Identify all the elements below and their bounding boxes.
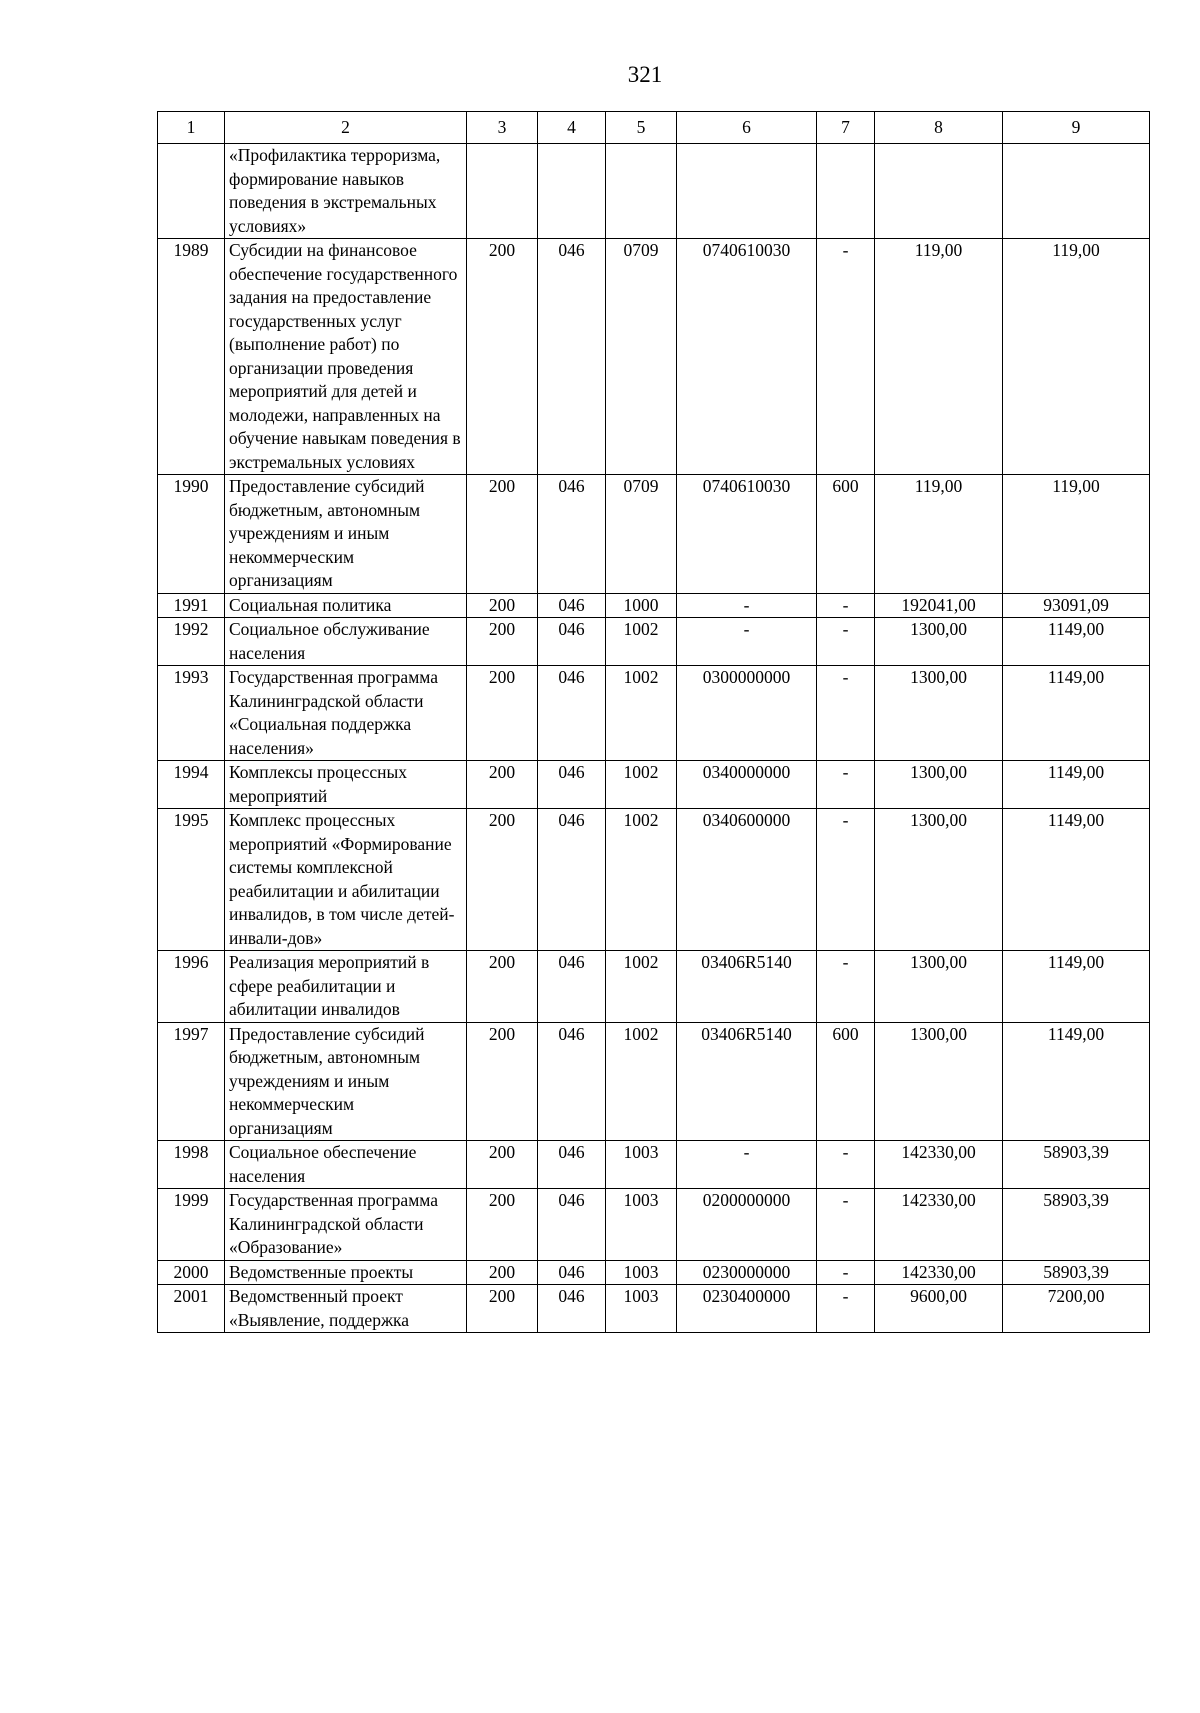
code-cell: - [677,593,817,618]
code-cell: 046 [538,1141,606,1189]
code-cell: 200 [467,475,538,594]
code-cell: 200 [467,1189,538,1261]
code-cell: 200 [467,1260,538,1285]
code-cell: - [817,239,875,475]
code-cell: 200 [467,239,538,475]
code-cell: 1003 [606,1189,677,1261]
column-header: 6 [677,112,817,144]
table-row [158,618,1150,666]
code-cell: - [817,1285,875,1333]
table-body [158,144,1150,1333]
table-row [158,1141,1150,1189]
amount-cell: 58903,39 [1003,1189,1150,1261]
code-cell [606,144,677,239]
amount-cell: 93091,09 [1003,593,1150,618]
amount-cell: 1149,00 [1003,618,1150,666]
table-row [158,1260,1150,1285]
column-header: 8 [875,112,1003,144]
row-number-cell [158,144,225,239]
code-cell: - [817,1189,875,1261]
row-number-cell: 1993 [158,666,225,761]
code-cell: 1002 [606,761,677,809]
code-cell: 0740610030 [677,239,817,475]
row-name-cell: Социальное обеспечение населения [225,1141,467,1189]
row-name-cell: Государственная программа Калининградской области «Образование» [225,1189,467,1261]
table-row [158,1022,1150,1141]
amount-cell: 142330,00 [875,1141,1003,1189]
amount-cell: 1300,00 [875,761,1003,809]
code-cell: 046 [538,1022,606,1141]
row-number-cell: 1999 [158,1189,225,1261]
amount-cell: 142330,00 [875,1189,1003,1261]
code-cell: - [817,1260,875,1285]
code-cell: 1003 [606,1141,677,1189]
row-name-cell: Ведомственный проект «Выявление, поддержка [225,1285,467,1333]
code-cell [467,144,538,239]
table-row [158,761,1150,809]
amount-cell: 7200,00 [1003,1285,1150,1333]
row-number-cell: 1989 [158,239,225,475]
amount-cell: 58903,39 [1003,1141,1150,1189]
row-name-cell: Предоставление субсидий бюджетным, автономным учреждениям и иным некоммерческим организациям [225,475,467,594]
code-cell: - [817,593,875,618]
code-cell: 0200000000 [677,1189,817,1261]
code-cell: 046 [538,593,606,618]
amount-cell: 1300,00 [875,809,1003,951]
code-cell: 200 [467,618,538,666]
table-row [158,809,1150,951]
page-number: 321 [627,62,663,87]
code-cell: 046 [538,475,606,594]
code-cell: - [817,951,875,1023]
row-number-cell: 1995 [158,809,225,951]
code-cell: 200 [467,951,538,1023]
code-cell: 200 [467,809,538,951]
code-cell: - [677,618,817,666]
column-header: 2 [225,112,467,144]
amount-cell: 119,00 [875,475,1003,594]
code-cell: 046 [538,1285,606,1333]
code-cell: 0340600000 [677,809,817,951]
amount-cell: 1300,00 [875,1022,1003,1141]
code-cell: 1002 [606,1022,677,1141]
table-row [158,475,1150,594]
amount-cell: 119,00 [1003,475,1150,594]
code-cell [817,144,875,239]
code-cell: 0740610030 [677,475,817,594]
code-cell: 1003 [606,1285,677,1333]
amount-cell: 1300,00 [875,951,1003,1023]
table-row [158,593,1150,618]
amount-cell: 1149,00 [1003,666,1150,761]
code-cell: 200 [467,1141,538,1189]
row-name-cell: Государственная программа Калининградской области «Социальная поддержка населения» [225,666,467,761]
row-number-cell: 1997 [158,1022,225,1141]
code-cell: 046 [538,1260,606,1285]
code-cell: 0230400000 [677,1285,817,1333]
row-name-cell: Социальная политика [225,593,467,618]
code-cell: 1002 [606,951,677,1023]
code-cell: - [817,1141,875,1189]
row-number-cell: 1992 [158,618,225,666]
code-cell: 200 [467,593,538,618]
amount-cell: 1149,00 [1003,761,1150,809]
amount-cell: 9600,00 [875,1285,1003,1333]
code-cell: 0340000000 [677,761,817,809]
amount-cell: 119,00 [875,239,1003,475]
row-number-cell: 2001 [158,1285,225,1333]
row-number-cell: 1991 [158,593,225,618]
code-cell [538,144,606,239]
row-name-cell: Комплексы процессных мероприятий [225,761,467,809]
row-number-cell: 1990 [158,475,225,594]
table-row [158,1189,1150,1261]
row-name-cell: Предоставление субсидий бюджетным, автономным учреждениям и иным некоммерческим организациям [225,1022,467,1141]
amount-cell [1003,144,1150,239]
table-header-row [158,112,1150,144]
row-name-cell: Ведомственные проекты [225,1260,467,1285]
row-name-cell: Субсидии на финансовое обеспечение государственного задания на предоставление государственных услуг (выполнение работ) по организации проведения мероприятий для детей и молодежи, направленных на обучение навыкам поведения в экстремальных условиях [225,239,467,475]
code-cell: 1003 [606,1260,677,1285]
row-number-cell: 1996 [158,951,225,1023]
amount-cell [875,144,1003,239]
amount-cell: 1300,00 [875,666,1003,761]
table-row [158,239,1150,475]
code-cell: 046 [538,1189,606,1261]
table-row [158,951,1150,1023]
amount-cell: 142330,00 [875,1260,1003,1285]
column-header: 3 [467,112,538,144]
code-cell: - [817,618,875,666]
column-header: 9 [1003,112,1150,144]
code-cell: 046 [538,809,606,951]
budget-table [157,111,1150,1333]
table-row [158,1285,1150,1333]
code-cell: - [817,809,875,951]
column-header: 7 [817,112,875,144]
code-cell: 0230000000 [677,1260,817,1285]
column-header: 5 [606,112,677,144]
code-cell: 03406R5140 [677,1022,817,1141]
code-cell: 200 [467,666,538,761]
code-cell: 200 [467,1285,538,1333]
code-cell: 1002 [606,618,677,666]
code-cell: 046 [538,239,606,475]
code-cell: 046 [538,618,606,666]
code-cell: - [817,761,875,809]
amount-cell: 58903,39 [1003,1260,1150,1285]
amount-cell: 119,00 [1003,239,1150,475]
row-name-cell: Социальное обслуживание населения [225,618,467,666]
code-cell: - [817,666,875,761]
row-name-cell: «Профилактика терроризма, формирование навыков поведения в экстремальных условиях» [225,144,467,239]
code-cell: 600 [817,1022,875,1141]
table-row [158,666,1150,761]
code-cell: 200 [467,1022,538,1141]
row-number-cell: 1998 [158,1141,225,1189]
row-number-cell: 1994 [158,761,225,809]
column-header: 1 [158,112,225,144]
code-cell: 046 [538,761,606,809]
row-number-cell: 2000 [158,1260,225,1285]
code-cell: 1002 [606,666,677,761]
code-cell: - [677,1141,817,1189]
code-cell: 0300000000 [677,666,817,761]
code-cell: 03406R5140 [677,951,817,1023]
code-cell: 200 [467,761,538,809]
code-cell: 1002 [606,809,677,951]
code-cell: 1000 [606,593,677,618]
column-header: 4 [538,112,606,144]
code-cell: 0709 [606,239,677,475]
code-cell: 046 [538,666,606,761]
amount-cell: 192041,00 [875,593,1003,618]
code-cell: 600 [817,475,875,594]
amount-cell: 1149,00 [1003,1022,1150,1141]
amount-cell: 1149,00 [1003,809,1150,951]
row-name-cell: Реализация мероприятий в сфере реабилитации и абилитации инвалидов [225,951,467,1023]
table-row [158,144,1150,239]
amount-cell: 1149,00 [1003,951,1150,1023]
code-cell: 0709 [606,475,677,594]
row-name-cell: Комплекс процессных мероприятий «Формирование системы комплексной реабилитации и абилитации инвалидов, в том числе детей-инвали-дов» [225,809,467,951]
code-cell: 046 [538,951,606,1023]
amount-cell: 1300,00 [875,618,1003,666]
code-cell [677,144,817,239]
